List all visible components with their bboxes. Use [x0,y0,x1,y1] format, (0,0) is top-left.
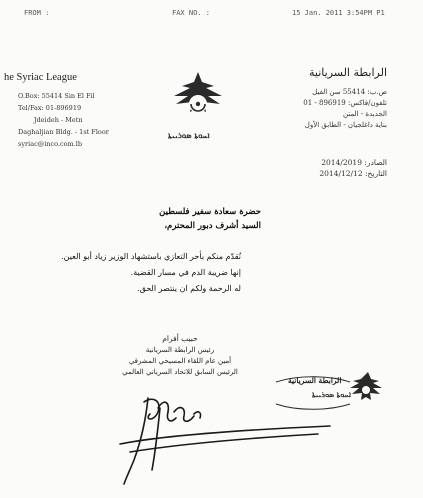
org-name-english: he Syriac League [4,72,77,83]
fax-datetime: 15 Jan. 2011 3:54PM P1 [292,9,385,17]
stamp-subtext: ܐܚܘܬܐ ܣܘܪܝܝܬܐ [312,390,352,399]
po-box-arabic: ص.ب: 55414 سن الفيل [312,88,387,96]
po-box-english: O.Box: 55414 Sin El Fil [18,92,95,100]
recipient-line-2: السيد أشرف دبور المحترم، [164,221,261,231]
body-line-1: نُقدّم منكم بأحر التعازي باستشهاد الوزير زياد أبو العين. [61,252,241,261]
area-english: Jdeideh - Metn [34,116,83,124]
address-arabic: بناية داغلجيان - الطابق الأول [304,121,387,129]
signatory-title-1: رئيس الرابطة السريانية [145,346,215,354]
area-arabic: الجديدة - المتن [343,110,387,118]
recipient-line-1: حضرة سعادة سفير فلسطين [159,207,261,217]
body-line-3: له الرحمة ولكم ان ينتصر الحق. [137,284,241,293]
address-english: Daghaljian Bldg. - 1st Floor [18,128,109,136]
fax-from-label: FROM : [24,9,50,17]
reference-date: التاريخ: 2014/12/12 [319,169,387,178]
syriac-league-logo-icon [162,68,234,130]
logo-caption: ܐܚܘܬܐ ܣܘܪܝܝܬܐ [168,130,210,140]
stamp-text: الرابطة السريانية [288,376,342,385]
telfax-arabic: تلفون/فاكس: 896919 - 01 [303,99,387,107]
fax-number-label: FAX NO. : [172,9,210,17]
email-english: syriac@inco.com.lb [18,140,83,148]
org-name-arabic: الرابطة السريانية [309,66,387,79]
signatory-name: حبيب أفرام [162,334,198,343]
telfax-english: Tel/Fax: 01-896919 [18,104,82,112]
signatory-title-3: الرئيس السابق للاتحاد السرياني العالمي [122,368,238,376]
reference-number: الصادر: 2014/2019 [321,158,387,167]
body-line-2: إنها ضريبة الدم في مسار القضية. [130,268,241,277]
signatory-title-2: أمين عام اللقاء المسيحي المشرقي [128,357,232,365]
